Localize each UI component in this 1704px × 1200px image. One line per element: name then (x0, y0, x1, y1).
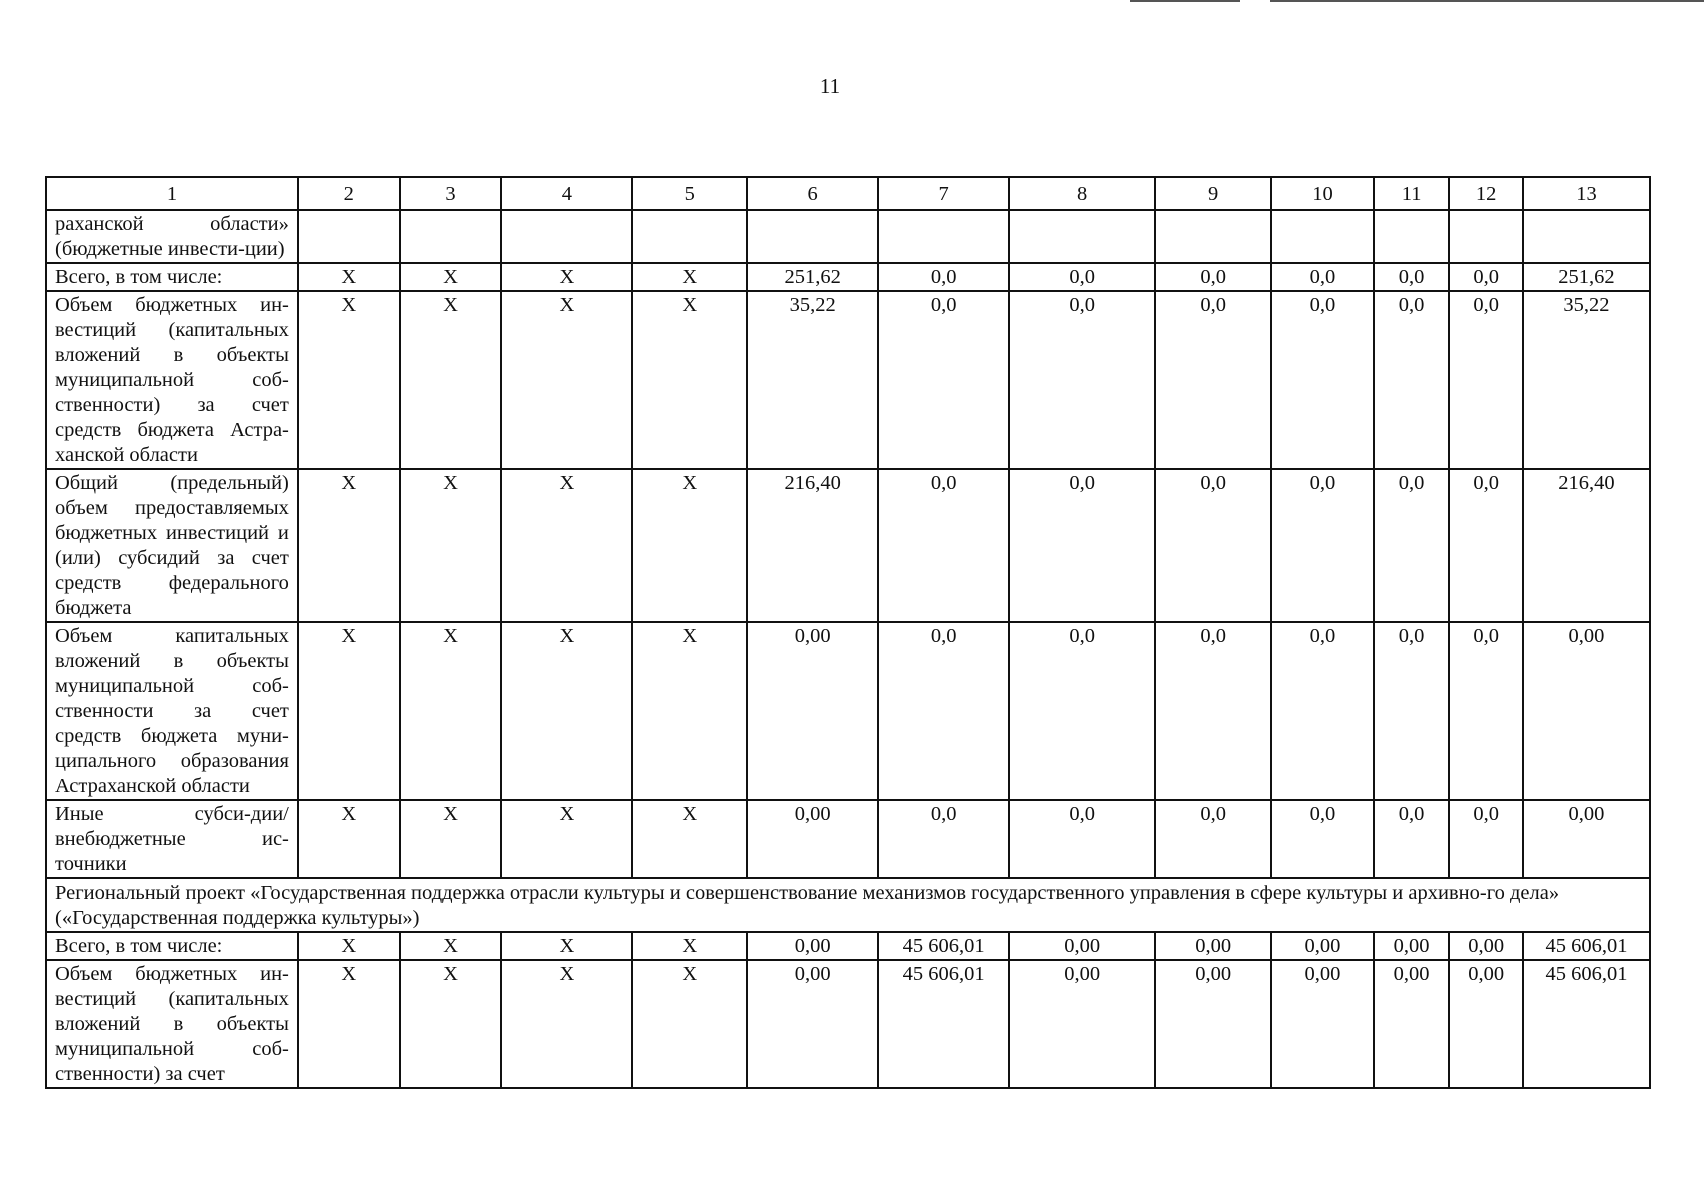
column-header: 8 (1009, 177, 1155, 210)
table-cell: 0,0 (1374, 622, 1450, 800)
table-cell: 0,00 (1449, 932, 1523, 960)
table-cell: 0,0 (1155, 263, 1271, 291)
table-cell (400, 210, 502, 263)
table-cell: 0,00 (1271, 960, 1374, 1088)
table-cell: Х (632, 263, 747, 291)
table-cell: Х (632, 800, 747, 878)
table-cell: 0,00 (1155, 932, 1271, 960)
table-cell: 0,0 (1449, 469, 1523, 622)
table-cell (632, 210, 747, 263)
column-header: 10 (1271, 177, 1374, 210)
table-cell: Х (501, 291, 632, 469)
table-cell: 0,0 (1271, 469, 1374, 622)
table-cell: 0,0 (1009, 291, 1155, 469)
table-cell: 0,0 (1374, 800, 1450, 878)
table-cell: 0,00 (1271, 932, 1374, 960)
table-cell: Х (400, 263, 502, 291)
row-label: Объем бюджетных ин-вестиций (капитальных вложений в объекты муниципальной соб-ственности) за счет (46, 960, 298, 1088)
table-cell: 0,0 (1449, 622, 1523, 800)
table-cell (878, 210, 1009, 263)
table-cell: 35,22 (747, 291, 878, 469)
table-cell: 0,0 (1009, 469, 1155, 622)
table-cell: Х (400, 800, 502, 878)
table-row (46, 800, 1650, 878)
column-header: 6 (747, 177, 878, 210)
table-cell: 216,40 (1523, 469, 1650, 622)
table-cell: 0,0 (1009, 800, 1155, 878)
table-cell: 35,22 (1523, 291, 1650, 469)
table-cell: 0,00 (747, 622, 878, 800)
table-cell: Х (298, 291, 400, 469)
table-cell: 0,0 (878, 469, 1009, 622)
table-cell: Х (298, 960, 400, 1088)
row-label: Иные субси-дии/внебюджетные ис-точники (46, 800, 298, 878)
table-cell: 216,40 (747, 469, 878, 622)
column-header: 13 (1523, 177, 1650, 210)
row-label: Объем бюджетных ин-вестиций (капитальных вложений в объекты муниципальной соб-ственности) за счет средств бюджета Астра-ханской области (46, 291, 298, 469)
table-cell: Х (501, 800, 632, 878)
table-cell: Х (632, 291, 747, 469)
table-cell: 0,0 (1374, 263, 1450, 291)
table-cell: 0,0 (1155, 622, 1271, 800)
table-cell: 251,62 (1523, 263, 1650, 291)
table-cell: 45 606,01 (878, 932, 1009, 960)
table-cell: Х (298, 800, 400, 878)
table-cell: 0,0 (1155, 469, 1271, 622)
column-header: 5 (632, 177, 747, 210)
table-cell: 0,0 (1009, 263, 1155, 291)
table-row (46, 932, 1650, 960)
table-cell (1449, 210, 1523, 263)
section-title-row (46, 878, 1650, 932)
table-cell: Х (501, 263, 632, 291)
table-cell: Х (400, 622, 502, 800)
table-cell: 0,00 (1155, 960, 1271, 1088)
row-label: Всего, в том числе: (46, 932, 298, 960)
table-cell: 0,0 (1449, 263, 1523, 291)
table-cell: 0,00 (1374, 960, 1450, 1088)
table-cell: 0,0 (1155, 291, 1271, 469)
table-row (46, 469, 1650, 622)
table-cell: Х (298, 932, 400, 960)
budget-table (45, 176, 1651, 1089)
table-cell (1155, 210, 1271, 263)
table-cell: Х (501, 469, 632, 622)
table-cell: 0,0 (1271, 291, 1374, 469)
table-header-row (46, 177, 1650, 210)
table-cell: Х (298, 469, 400, 622)
table-cell: Х (501, 932, 632, 960)
table-cell (1374, 210, 1450, 263)
table-cell: 251,62 (747, 263, 878, 291)
table-cell (1009, 210, 1155, 263)
table-cell (1271, 210, 1374, 263)
scan-artifact-line (1130, 0, 1240, 2)
table-row (46, 960, 1650, 1088)
column-header: 11 (1374, 177, 1450, 210)
table-cell: 0,00 (1523, 800, 1650, 878)
table-cell: 45 606,01 (1523, 960, 1650, 1088)
column-header: 9 (1155, 177, 1271, 210)
table-cell: 0,0 (878, 622, 1009, 800)
column-header: 7 (878, 177, 1009, 210)
table-cell: 0,00 (1374, 932, 1450, 960)
table-cell (747, 210, 878, 263)
row-label: Всего, в том числе: (46, 263, 298, 291)
section-title: Региональный проект «Государственная поддержка отрасли культуры и совершенствование механизмов государственного управления в сфере культуры и архивно-го дела» («Государственная поддержка культуры») (46, 878, 1650, 932)
row-label: Объем капитальных вложений в объекты муниципальной соб-ственности за счет средств бюджета муни-ципального образования Астраханской области (46, 622, 298, 800)
column-header: 3 (400, 177, 502, 210)
table-cell: 45 606,01 (1523, 932, 1650, 960)
table-cell: 0,0 (1271, 622, 1374, 800)
table-cell: 0,0 (1449, 800, 1523, 878)
table-cell: 0,00 (1009, 960, 1155, 1088)
table-cell: Х (632, 469, 747, 622)
table-cell: 0,00 (747, 800, 878, 878)
page-number: 11 (819, 74, 841, 98)
column-header: 4 (501, 177, 632, 210)
table-cell: Х (298, 263, 400, 291)
row-label: раханской области» (бюджетные инвести-ции) (46, 210, 298, 263)
column-header: 2 (298, 177, 400, 210)
table-cell: 0,0 (1009, 622, 1155, 800)
table-cell: 0,0 (1449, 291, 1523, 469)
table-row (46, 291, 1650, 469)
table-cell: Х (632, 960, 747, 1088)
table-cell: Х (632, 622, 747, 800)
column-header: 12 (1449, 177, 1523, 210)
table-cell: Х (501, 622, 632, 800)
table-cell: 0,0 (878, 291, 1009, 469)
table-cell: 45 606,01 (878, 960, 1009, 1088)
table-row (46, 210, 1650, 263)
table-cell (501, 210, 632, 263)
table-cell: 0,0 (1374, 469, 1450, 622)
table-cell: 0,00 (747, 932, 878, 960)
table-cell: Х (400, 469, 502, 622)
table-cell: 0,0 (1271, 800, 1374, 878)
row-label: Общий (предельный) объем предоставляемых бюджетных инвестиций и (или) субсидий за счет средств федерального бюджета (46, 469, 298, 622)
table-cell: 0,0 (1155, 800, 1271, 878)
table-cell (298, 210, 400, 263)
table-cell: Х (501, 960, 632, 1088)
table-cell: 0,0 (878, 263, 1009, 291)
table-row (46, 263, 1650, 291)
table-cell: 0,0 (878, 800, 1009, 878)
table-cell (1523, 210, 1650, 263)
table-cell: Х (400, 291, 502, 469)
table-cell: Х (400, 960, 502, 1088)
table-cell: Х (400, 932, 502, 960)
table-cell: 0,00 (747, 960, 878, 1088)
table-row (46, 622, 1650, 800)
scan-artifact-line (1270, 0, 1704, 2)
table-cell: 0,0 (1374, 291, 1450, 469)
table-cell: 0,00 (1523, 622, 1650, 800)
table-cell: 0,00 (1449, 960, 1523, 1088)
table-cell: 0,00 (1009, 932, 1155, 960)
table-cell: 0,0 (1271, 263, 1374, 291)
table-cell: Х (632, 932, 747, 960)
column-header: 1 (46, 177, 298, 210)
table-cell: Х (298, 622, 400, 800)
